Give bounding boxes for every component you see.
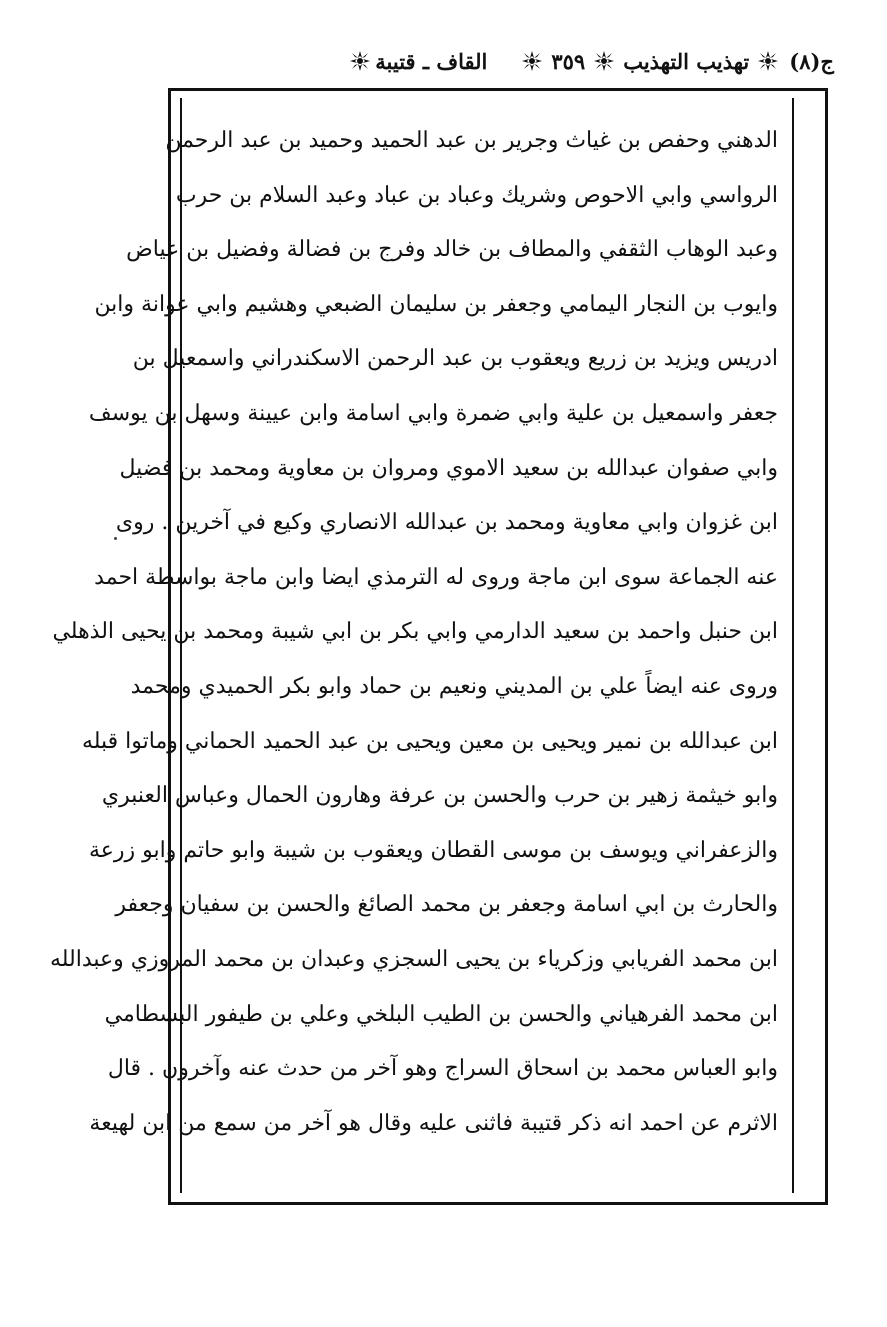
text-line: وابو خيثمة زهير بن حرب والحسن بن عرفة وهارون الحمال وعباس العنبري [101,783,778,809]
text-line: ابن محمد الفريابي وزكرياء بن يحيى السجزي وعبدان بن محمد المروزي وعبدالله [49,946,778,972]
section-title: القاف ـ قتيبة [375,48,488,74]
text-line: والحارث بن ابي اسامة وجعفر بن محمد الصائغ والحسن بن سفيان وجعفر [115,892,778,918]
volume-label: ج(٨) [789,48,834,74]
ornament-icon [521,50,543,72]
text-line: والزعفراني ويوسف بن موسى القطان ويعقوب بن شيبة وابو حاتم وابو زرعة [88,837,778,863]
ornament-icon [593,50,615,72]
text-line: وعبد الوهاب الثقفي والمطاف بن خالد وفرج بن فضالة وفضيل بن عياض [126,237,778,263]
text-line: ابن عبدالله بن نمير ويحيى بن معين ويحيى بن عبد الحميد الحماني وماتوا قبله [81,728,778,754]
text-line: الرواسي وابي الاحوص وشريك وعباد بن عباد وعبد السلام بن حرب [175,182,778,208]
ornament-icon [757,50,779,72]
text-line: وايوب بن النجار اليمامي وجعفر بن سليمان الضبعي وهشيم وابي عوانة وابن [94,291,778,317]
ornament-icon [349,50,371,72]
text-line: وابي صفوان عبدالله بن سعيد الاموي ومروان بن معاوية ومحمد بن فضيل [119,455,778,481]
text-line: الدهني وحفص بن غياث وجرير بن عبد الحميد وحميد بن عبد الرحمن [165,128,778,153]
text-line: وروى عنه ايضاً علي بن المديني ونعيم بن حماد وابو بكر الحميدي ومحمد [130,673,778,699]
text-line: الاثرم عن احمد انه ذكر قتيبة فاثنى عليه وقال هو آخر من سمع من ابن لهيعة [89,1110,778,1136]
running-header [168,40,834,82]
book-title: تهذيب التهذيب [623,48,750,74]
page-number: ٣٥٩ [551,48,586,74]
body-text [49,114,778,1151]
text-line: وابو العباس محمد بن اسحاق السراج وهو آخر من حدث عنه وآخرون . قال [107,1056,778,1082]
text-line: ادريس ويزيد بن زريع ويعقوب بن عبد الرحمن الاسكندراني واسمعيل بن [132,346,778,372]
text-line: ابن محمد الفرهياني والحسن بن الطيب البلخي وعلي بن طيفور البسطامي [104,1001,778,1027]
text-line: جعفر واسمعيل بن علية وابي ضمرة وابي اسامة وابن عيينة وسهل بن يوسف [88,400,778,426]
text-line: ابن غزوان وابي معاوية ومحمد بن عبدالله الانصاري وكيع في آخرين . روى [115,510,778,536]
text-line: ابن حنبل واحمد بن سعيد الدارمي وابي بكر بن ابي شيبة ومحمد بن يحيى الذهلي [52,619,778,645]
text-line: عنه الجماعة سوى ابن ماجة وروى له الترمذي ايضا وابن ماجة بواسطة احمد [94,564,778,590]
